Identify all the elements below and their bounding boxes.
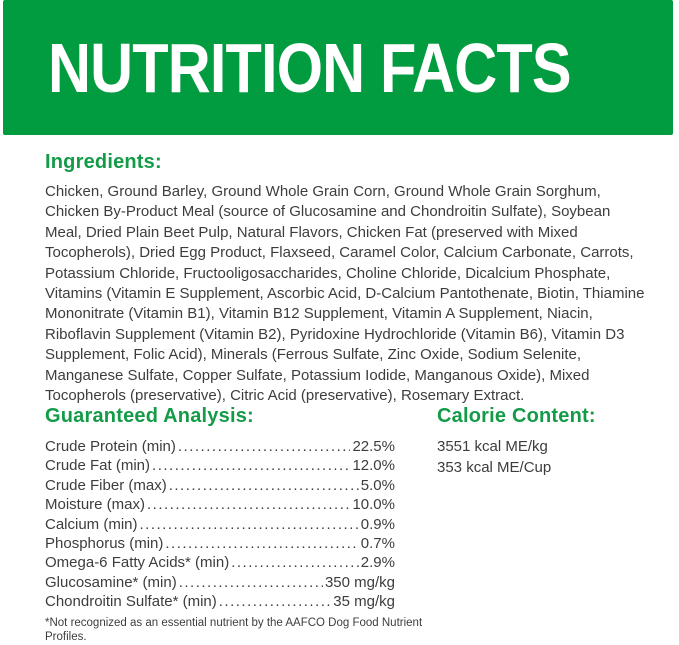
header-banner [3,0,673,135]
analysis-label: Calcium (min) [45,515,138,533]
dot-leader [147,495,350,514]
dot-leader [178,437,351,456]
aafco-footnote: *Not recognized as an essential nutrient by the AAFCO Dog Food Nutrient Profiles. [45,616,423,644]
analysis-value: 2.9% [360,554,395,572]
page-title: NUTRITION FACTS [48,28,571,107]
ingredients-text: Chicken, Ground Barley, Ground Whole Grain Corn, Ground Whole Grain Sorghum, Chicken By-Product Meal (source of Glucosamine and Chondroitin Sulfate), Soybean Meal, Dried Plain Beet Pulp, Natural Flavors, Chicken Fat (preserved with Mixed Tocopherols), Dried Egg Product, Flaxseed, Caramel Color, Calcium Carbonate, Carrots, Potassium Chloride, Fructooligosaccharides, Choline Chloride, Dicalcium Phosphate, Vitamins (Vitamin E Supplement, Ascorbic Acid, D-Calcium Pantothenate, Biotin, Thiamine Mononitrate (Vitamin B1), Vitamin B12 Supplement, Vitamin A Supplement, Niacin, Riboflavin Supplement (Vitamin B2), Pyridoxine Hydrochloride (Vitamin B6), Vitamin D3 Supplement, Folic Acid), Minerals (Ferrous Sulfate, Zinc Oxide, Sodium Selenite, Manganese Sulfate, Copper Sulfate, Potassium Iodide, Manganous Oxide), Mixed Tocopherols (preservative), Citric Acid (preservative), Rosemary Extract. [45,183,645,405]
analysis-label: Crude Fiber (max) [45,476,167,494]
dot-leader [231,553,359,572]
dot-leader [140,515,359,534]
analysis-value: 35 mg/kg [333,593,395,611]
analysis-value: 5.0% [360,476,395,494]
analysis-label: Omega-6 Fatty Acids* (min) [45,554,230,572]
analysis-row-crude-fiber [45,476,395,495]
analysis-row-calcium [45,515,395,534]
analysis-row-chondroitin [45,592,395,611]
analysis-row-crude-protein [45,437,395,456]
ingredients-section [45,150,646,406]
guaranteed-analysis-heading: Guaranteed Analysis: [45,405,254,427]
analysis-value: 350 mg/kg [324,573,395,591]
dot-leader [179,573,323,592]
calorie-content-section [437,404,652,478]
ingredients-heading: Ingredients: [45,151,162,173]
dot-leader [152,456,350,475]
analysis-label: Chondroitin Sulfate* (min) [45,593,217,611]
guaranteed-analysis-section [45,404,423,645]
calorie-content-values [437,437,652,478]
analysis-row-moisture [45,495,395,514]
calorie-per-cup: 353 kcal ME/Cup [437,458,552,476]
dot-leader [219,592,332,611]
analysis-row-omega6 [45,553,395,572]
analysis-row-phosphorus [45,534,395,553]
analysis-row-glucosamine [45,573,395,592]
analysis-label: Moisture (max) [45,496,146,514]
analysis-value: 12.0% [352,457,395,475]
dot-leader [169,476,359,495]
analysis-value: 10.0% [352,496,395,514]
guaranteed-analysis-table [45,437,395,612]
analysis-row-crude-fat [45,456,395,475]
dot-leader [165,534,358,553]
calorie-per-kg: 3551 kcal ME/kg [437,438,548,455]
calorie-content-heading: Calorie Content: [437,405,596,427]
analysis-value: 22.5% [352,438,395,455]
analysis-label: Phosphorus (min) [45,535,164,553]
analysis-value: 0.7% [360,535,395,553]
analysis-value: 0.9% [360,515,395,533]
analysis-label: Crude Fat (min) [45,457,151,475]
analysis-label: Crude Protein (min) [45,438,176,455]
analysis-label: Glucosamine* (min) [45,573,177,591]
